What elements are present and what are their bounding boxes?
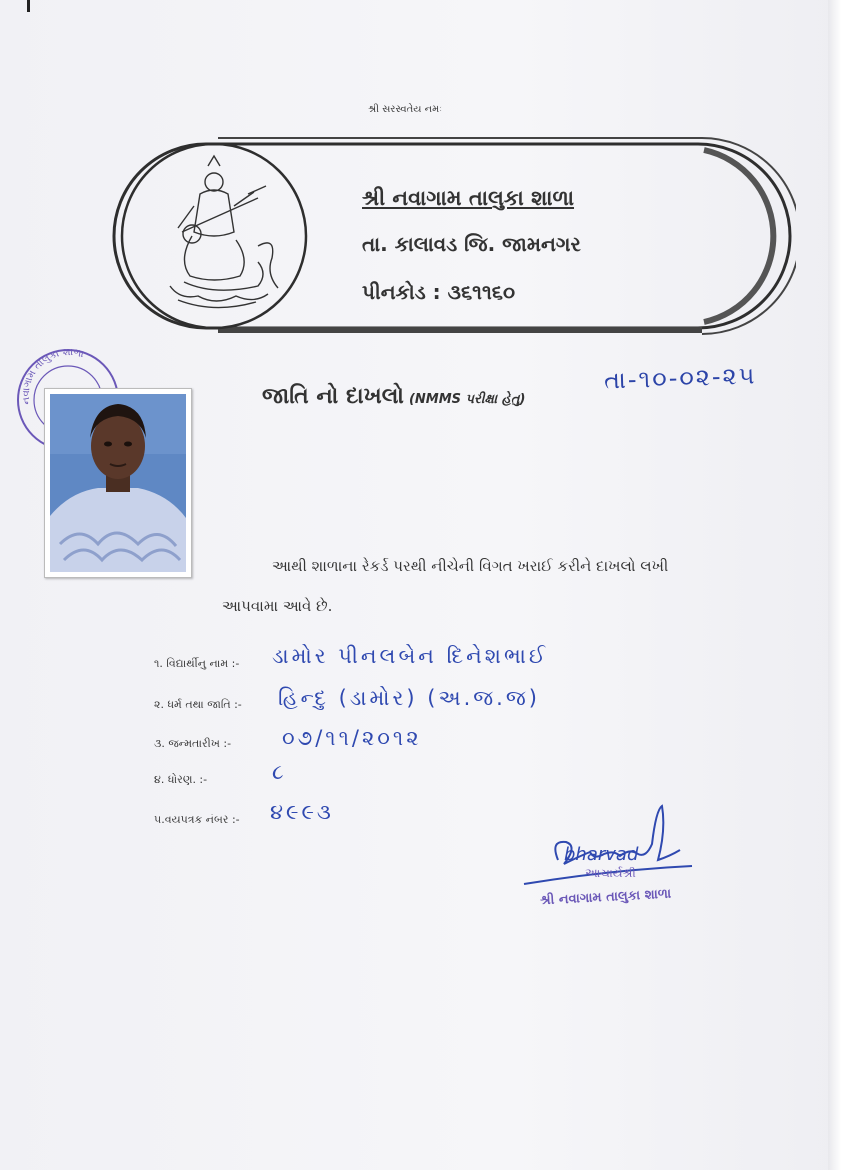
scan-edge bbox=[828, 0, 850, 1170]
saraswati-icon bbox=[170, 156, 278, 308]
signature-school-stamp: શ્રી નવાગામ તાલુકા શાળા bbox=[539, 886, 672, 909]
field-value-religion-caste: હિન્દુ (ડામોર) (અ.જ.જ) bbox=[278, 686, 540, 710]
school-pincode: પીનકોડ : ૩૬૧૧૬૦ bbox=[362, 280, 515, 304]
signature-title: આચાર્યશ્રી bbox=[585, 866, 636, 880]
certificate-title bbox=[262, 384, 525, 409]
certificate-subtitle: (NMMS પરીક્ષા હેતુ) bbox=[408, 392, 526, 407]
field-label-standard: ૪. ધોરણ. :- bbox=[154, 773, 208, 786]
school-name: શ્રી નવાગામ તાલુકા શાળા bbox=[362, 186, 575, 210]
field-label-birthdate: ૩. જન્મતારીખ :- bbox=[154, 737, 232, 750]
intro-line-1: આથી શાળાના રેકર્ડ પરથી નીચેની વિગત ખરાઈ કરીને દાખલો લખી bbox=[272, 557, 669, 575]
field-value-birthdate: ૦૭/૧૧/૨૦૧૨ bbox=[282, 726, 422, 750]
certificate-title-text: જાતિ નો દાખલો bbox=[262, 384, 404, 409]
field-label-register-number: ૫.વયપત્રક નંબર :- bbox=[154, 813, 240, 826]
school-address: તા. કાલાવડ જિ. જામનગર bbox=[362, 232, 581, 256]
signature-name: bharvad bbox=[564, 844, 639, 865]
scan-mark bbox=[27, 0, 30, 12]
field-value-name: ડામોર પીનલબેન દિનેશભાઈ bbox=[272, 644, 549, 668]
intro-line-2: આપવામા આવે છે. bbox=[222, 597, 333, 615]
signature-mark bbox=[520, 800, 710, 900]
handwritten-date: તા-૧૦-૦૨-૨૫ bbox=[603, 361, 757, 395]
field-value-register-number: ૪૯૯૩ bbox=[270, 800, 334, 824]
field-label-religion-caste: ૨. ધર્મ તથા જાતિ :- bbox=[154, 698, 242, 711]
field-value-standard: ૮ bbox=[272, 760, 287, 784]
student-photo bbox=[44, 388, 192, 578]
invocation-text: શ્રી સરસ્વતેય નમઃ bbox=[368, 104, 443, 115]
stamp-text: નવાગામ તાલુકા શાળા bbox=[20, 346, 85, 406]
field-label-name: ૧. વિદ્યાર્થીનુ નામ :- bbox=[154, 657, 240, 670]
